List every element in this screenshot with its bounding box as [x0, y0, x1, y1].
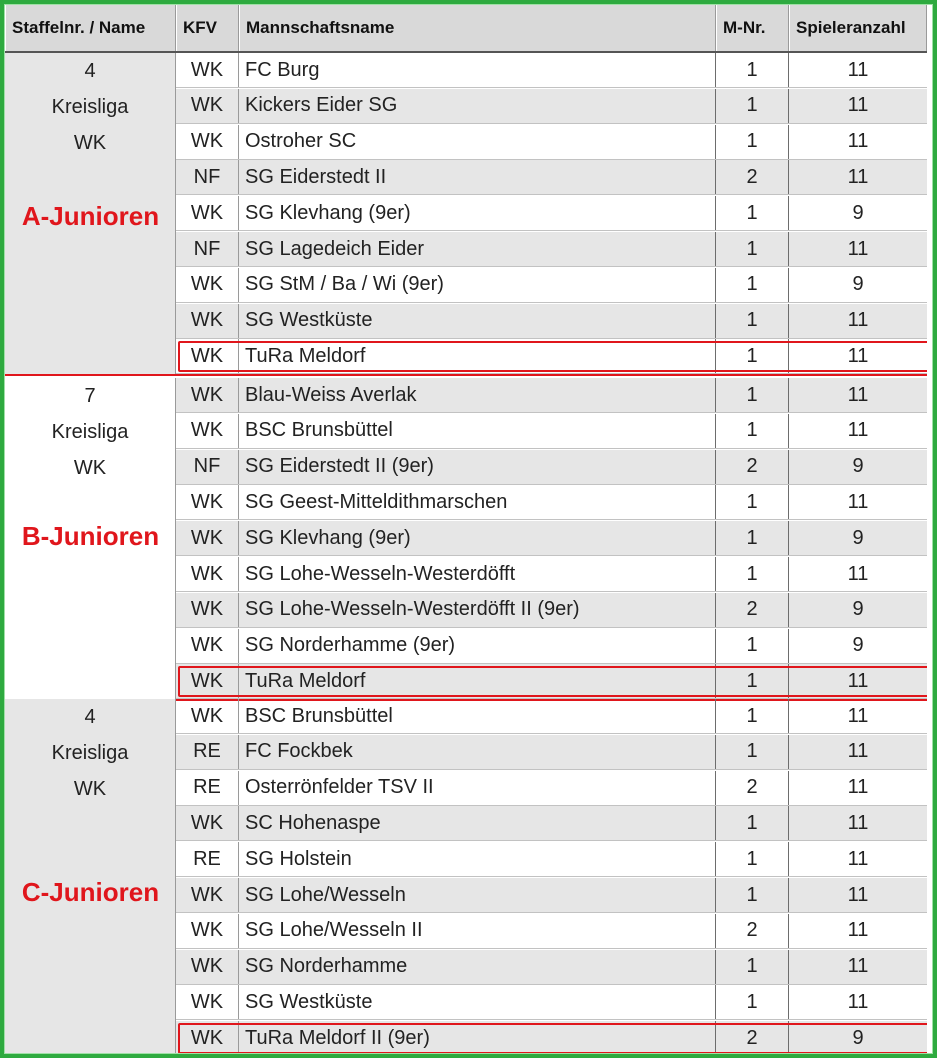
table-row	[176, 985, 927, 1020]
team-name-cell: FC Burg	[239, 53, 716, 87]
table-row	[176, 593, 927, 628]
kfv-cell: WK	[176, 985, 239, 1019]
age-group-name: A-Junioren	[21, 201, 160, 231]
staffel-kreis: WK	[73, 778, 107, 800]
team-name-cell: SG Lohe/Wesseln II	[239, 914, 716, 948]
team-name-cell: SG Lohe/Wesseln	[239, 878, 716, 912]
player-count-cell: 11	[847, 94, 869, 117]
staffel-info	[5, 53, 176, 375]
table-row	[176, 950, 927, 985]
kfv-cell: RE	[176, 735, 239, 769]
mnr-cell: 1	[716, 878, 789, 912]
team-name-cell: SG Westküste	[239, 304, 716, 338]
mnr-cell: 1	[716, 268, 789, 302]
player-count-cell: 9	[852, 455, 864, 478]
team-name-cell: SG Lohe-Wesseln-Westerdöfft	[239, 557, 716, 591]
kfv-cell: WK	[176, 1021, 239, 1053]
player-count-cell: 11	[847, 740, 869, 763]
header-mannschaft: Mannschaftsname	[239, 5, 716, 51]
player-count-cell: 11	[847, 165, 869, 188]
mnr-cell: 1	[716, 378, 789, 412]
mnr-cell: 1	[716, 196, 789, 230]
player-count-cell: 11	[847, 811, 869, 834]
mnr-cell: 1	[716, 699, 789, 733]
team-name-cell: SG Klevhang (9er)	[239, 196, 716, 230]
mnr-cell: 1	[716, 339, 789, 373]
player-count-cell: 11	[847, 704, 869, 727]
staffel-liga: Kreisliga	[51, 96, 129, 118]
table-row	[176, 304, 927, 339]
age-group-name: B-Junioren	[21, 521, 160, 551]
table-row	[176, 485, 927, 520]
player-count-cell: 11	[847, 562, 869, 585]
player-count-cell: 11	[847, 309, 869, 332]
team-name-cell: SG Norderhamme (9er)	[239, 629, 716, 663]
table-row	[176, 339, 927, 374]
team-name-cell: SC Hohenaspe	[239, 806, 716, 840]
mnr-cell: 1	[716, 664, 789, 698]
kfv-cell: WK	[176, 268, 239, 302]
table-header	[5, 5, 927, 53]
mnr-cell: 1	[716, 53, 789, 87]
team-name-cell: SG Geest-Mitteldithmarschen	[239, 485, 716, 519]
kfv-cell: RE	[176, 771, 239, 805]
team-name-cell: Kickers Eider SG	[239, 89, 716, 123]
team-name-cell: SG Eiderstedt II	[239, 160, 716, 194]
table-row	[176, 664, 927, 699]
staffel-number: 4	[84, 60, 96, 82]
mnr-cell: 1	[716, 304, 789, 338]
player-count-cell: 11	[847, 237, 869, 260]
team-name-cell: SG Holstein	[239, 842, 716, 876]
player-count-cell: 11	[847, 383, 869, 406]
mnr-cell: 1	[716, 557, 789, 591]
age-group-name: C-Junioren	[21, 877, 160, 907]
team-name-cell: BSC Brunsbüttel	[239, 699, 716, 733]
table-row	[176, 842, 927, 877]
mnr-cell: 1	[716, 629, 789, 663]
table-row	[176, 699, 927, 734]
player-count-cell: 11	[847, 58, 869, 81]
kfv-cell: WK	[176, 304, 239, 338]
kfv-cell: WK	[176, 53, 239, 87]
table-row	[176, 53, 927, 88]
table-row	[176, 450, 927, 485]
mnr-cell: 1	[716, 89, 789, 123]
mnr-cell: 1	[716, 735, 789, 769]
table-row	[176, 557, 927, 592]
staffel-liga: Kreisliga	[51, 742, 129, 764]
player-count-cell: 11	[847, 130, 869, 153]
team-name-cell: TuRa Meldorf II (9er)	[239, 1021, 716, 1053]
staffel-number: 4	[84, 706, 96, 728]
header-mnr: M-Nr.	[716, 5, 789, 51]
player-count-cell: 9	[852, 1026, 864, 1049]
player-count-cell: 11	[847, 955, 869, 978]
table-row	[176, 125, 927, 160]
staffel-group	[5, 53, 927, 375]
mnr-cell: 1	[716, 521, 789, 555]
staffel-liga: Kreisliga	[51, 421, 129, 443]
player-count-cell: 11	[847, 847, 869, 870]
mnr-cell: 1	[716, 806, 789, 840]
player-count-cell: 11	[847, 883, 869, 906]
kfv-cell: WK	[176, 414, 239, 448]
table-row	[176, 771, 927, 806]
staffel-group	[5, 699, 927, 1053]
table-row	[176, 878, 927, 913]
player-count-cell: 11	[847, 919, 869, 942]
team-name-cell: SG Klevhang (9er)	[239, 521, 716, 555]
mnr-cell: 2	[716, 593, 789, 627]
player-count-cell: 11	[847, 490, 869, 513]
header-kfv: KFV	[176, 5, 239, 51]
kfv-cell: WK	[176, 378, 239, 412]
mnr-cell: 1	[716, 485, 789, 519]
kfv-cell: WK	[176, 196, 239, 230]
mnr-cell: 2	[716, 450, 789, 484]
player-count-cell: 11	[847, 776, 869, 799]
team-name-cell: Blau-Weiss Averlak	[239, 378, 716, 412]
header-spieler: Spieleranzahl	[789, 5, 927, 51]
kfv-cell: WK	[176, 125, 239, 159]
player-count-cell: 11	[847, 419, 869, 442]
team-name-cell: SG Eiderstedt II (9er)	[239, 450, 716, 484]
kfv-cell: WK	[176, 699, 239, 733]
team-name-cell: SG Westküste	[239, 985, 716, 1019]
mnr-cell: 1	[716, 125, 789, 159]
mnr-cell: 2	[716, 771, 789, 805]
kfv-cell: WK	[176, 664, 239, 698]
player-count-cell: 9	[852, 526, 864, 549]
table-row	[176, 196, 927, 231]
staffel-group	[5, 378, 927, 700]
team-name-cell: TuRa Meldorf	[239, 339, 716, 373]
mnr-cell: 1	[716, 950, 789, 984]
kfv-cell: WK	[176, 806, 239, 840]
table-row	[176, 914, 927, 949]
kfv-cell: WK	[176, 950, 239, 984]
player-count-cell: 11	[847, 990, 869, 1013]
mnr-cell: 1	[716, 842, 789, 876]
mnr-cell: 1	[716, 414, 789, 448]
team-name-cell: SG StM / Ba / Wi (9er)	[239, 268, 716, 302]
staffel-info	[5, 378, 176, 700]
team-name-cell: Ostroher SC	[239, 125, 716, 159]
team-table	[5, 5, 927, 1053]
table-row	[176, 806, 927, 841]
kfv-cell: NF	[176, 160, 239, 194]
table-row	[176, 268, 927, 303]
kfv-cell: WK	[176, 89, 239, 123]
player-count-cell: 11	[847, 344, 869, 367]
kfv-cell: NF	[176, 232, 239, 266]
mnr-cell: 2	[716, 914, 789, 948]
kfv-cell: WK	[176, 593, 239, 627]
player-count-cell: 9	[852, 273, 864, 296]
team-name-cell: SG Lohe-Wesseln-Westerdöfft II (9er)	[239, 593, 716, 627]
header-staffel: Staffelnr. / Name	[5, 5, 176, 51]
kfv-cell: WK	[176, 339, 239, 373]
table-row	[176, 378, 927, 413]
mnr-cell: 2	[716, 160, 789, 194]
staffel-number: 7	[84, 385, 96, 407]
kfv-cell: WK	[176, 914, 239, 948]
mnr-cell: 1	[716, 985, 789, 1019]
kfv-cell: WK	[176, 485, 239, 519]
team-name-cell: FC Fockbek	[239, 735, 716, 769]
table-row	[176, 232, 927, 267]
kfv-cell: WK	[176, 878, 239, 912]
table-row	[176, 521, 927, 556]
kfv-cell: NF	[176, 450, 239, 484]
kfv-cell: WK	[176, 521, 239, 555]
table-row	[176, 89, 927, 124]
staffel-kreis: WK	[73, 457, 107, 479]
kfv-cell: WK	[176, 557, 239, 591]
player-count-cell: 11	[847, 669, 869, 692]
team-name-cell: SG Lagedeich Eider	[239, 232, 716, 266]
player-count-cell: 9	[852, 598, 864, 621]
group-separator	[5, 374, 927, 376]
table-row	[176, 160, 927, 195]
mnr-cell: 1	[716, 232, 789, 266]
staffel-info	[5, 699, 176, 1053]
kfv-cell: RE	[176, 842, 239, 876]
team-name-cell: SG Norderhamme	[239, 950, 716, 984]
team-name-cell: TuRa Meldorf	[239, 664, 716, 698]
mnr-cell: 2	[716, 1021, 789, 1053]
team-name-cell: Osterrönfelder TSV II	[239, 771, 716, 805]
player-count-cell: 9	[852, 201, 864, 224]
player-count-cell: 9	[852, 634, 864, 657]
team-name-cell: BSC Brunsbüttel	[239, 414, 716, 448]
staffel-kreis: WK	[73, 132, 107, 154]
table-row	[176, 629, 927, 664]
table-row	[176, 735, 927, 770]
table-row	[176, 1021, 927, 1053]
kfv-cell: WK	[176, 629, 239, 663]
table-row	[176, 414, 927, 449]
